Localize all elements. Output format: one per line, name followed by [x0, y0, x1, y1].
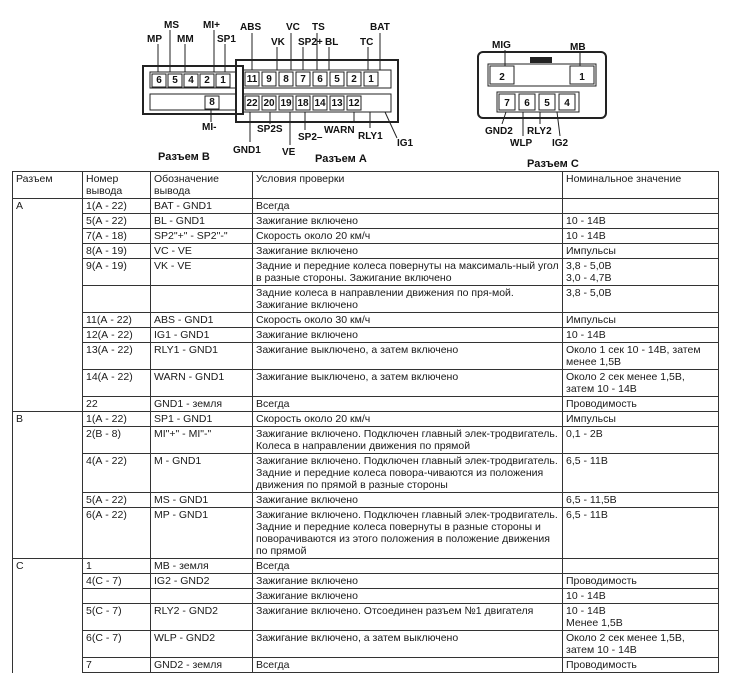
b-pin-number: 6 — [156, 75, 162, 86]
condition-cell: Всегда — [253, 397, 563, 412]
table-row — [13, 214, 719, 229]
pin-number-cell: 1(А - 22) — [83, 199, 151, 214]
table-row — [13, 343, 719, 370]
a-pin-number: 5 — [334, 74, 340, 85]
connector-cell — [13, 214, 83, 229]
table-row — [13, 370, 719, 397]
pin-number-cell: 22 — [83, 397, 151, 412]
c-pin-number: 6 — [524, 98, 530, 109]
pin-number-cell: 8(А - 19) — [83, 244, 151, 259]
designation-cell: ABS - GND1 — [151, 313, 253, 328]
c-pin-number: 1 — [579, 72, 585, 83]
nominal-cell: Проводимость — [563, 658, 719, 673]
table-row — [13, 658, 719, 673]
c-pin-label-ig2: IG2 — [552, 138, 569, 149]
pin-number-cell: 6(А - 22) — [83, 508, 151, 559]
b-pin-label-mi-plus: MI+ — [203, 20, 220, 31]
condition-cell: Скорость около 30 км/ч — [253, 313, 563, 328]
a-pin-number: 12 — [348, 98, 360, 109]
pin-number-cell: 5(А - 22) — [83, 214, 151, 229]
connector-cell — [13, 589, 83, 604]
condition-cell: Зажигание включено — [253, 328, 563, 343]
table-row — [13, 574, 719, 589]
table-row — [13, 259, 719, 286]
header-pin-number: Номер вывода — [83, 172, 151, 199]
pin-number-cell — [83, 286, 151, 313]
b-pin-number: 2 — [204, 75, 210, 86]
pin-number-cell: 12(А - 22) — [83, 328, 151, 343]
pin-number-cell: 2(В - 8) — [83, 427, 151, 454]
connector-cell — [13, 370, 83, 397]
table-row — [13, 508, 719, 559]
condition-cell: Зажигание включено. Подключен главный элек-тродвигатель. Колеса в направлении движения по прямой — [253, 427, 563, 454]
condition-cell: Задние колеса в направлении движения по пря-мой. Зажигание включено — [253, 286, 563, 313]
designation-cell: RLY1 - GND1 — [151, 343, 253, 370]
a-pin-label-rly1: RLY1 — [358, 131, 383, 142]
table-row — [13, 397, 719, 412]
c-pin-number: 7 — [504, 98, 510, 109]
c-pin-label-mig: MIG — [492, 40, 511, 51]
designation-cell: MP - GND1 — [151, 508, 253, 559]
table-row — [13, 427, 719, 454]
a-pin-label-abs: ABS — [240, 22, 262, 33]
a-pin-number: 19 — [280, 98, 292, 109]
connector-cell — [13, 244, 83, 259]
nominal-cell: Около 2 сек менее 1,5В, затем 10 - 14В — [563, 631, 719, 658]
a-pin-number: 8 — [283, 74, 289, 85]
connector-b-caption: Разъем В — [158, 151, 210, 163]
a-pin-number: 13 — [331, 98, 343, 109]
nominal-cell: Импульсы — [563, 244, 719, 259]
b-pin-label-ms: MS — [164, 20, 179, 31]
nominal-cell: Импульсы — [563, 412, 719, 427]
nominal-cell: 10 - 14В Менее 1,5В — [563, 604, 719, 631]
designation-cell: SP2"+" - SP2"-" — [151, 229, 253, 244]
nominal-cell: 6,5 - 11В — [563, 454, 719, 493]
nominal-cell: Около 1 сек 10 - 14В, затем менее 1,5В — [563, 343, 719, 370]
nominal-cell: 10 - 14В — [563, 214, 719, 229]
connector-cell — [13, 328, 83, 343]
b-pin-label-mm: MM — [177, 34, 194, 45]
a-pin-label-vk: VK — [271, 37, 285, 48]
connector-cell — [13, 631, 83, 658]
header-designation: Обозначение вывода — [151, 172, 253, 199]
a-pin-label-tc: TC — [360, 37, 374, 48]
condition-cell: Всегда — [253, 559, 563, 574]
connector-cell — [13, 286, 83, 313]
table-row — [13, 199, 719, 214]
designation-cell: MI"+" - MI"-" — [151, 427, 253, 454]
connector-cell — [13, 313, 83, 328]
condition-cell: Всегда — [253, 658, 563, 673]
b-pin-number: 5 — [172, 75, 178, 86]
connector-cell — [13, 604, 83, 631]
nominal-cell: Импульсы — [563, 313, 719, 328]
nominal-cell: 3,8 - 5,0В — [563, 286, 719, 313]
pin-number-cell — [83, 589, 151, 604]
condition-cell: Зажигание включено — [253, 574, 563, 589]
c-pin-label-rly2: RLY2 — [527, 126, 552, 137]
condition-cell: Зажигание выключено, а затем включено — [253, 343, 563, 370]
a-pin-label-bat: BAT — [370, 22, 390, 33]
designation-cell: BAT - GND1 — [151, 199, 253, 214]
table-row — [13, 286, 719, 313]
a-pin-number: 9 — [266, 74, 272, 85]
table-row — [13, 559, 719, 574]
table-row — [13, 454, 719, 493]
pin-number-cell: 1 — [83, 559, 151, 574]
header-nominal-value: Номинальное значение — [563, 172, 719, 199]
nominal-cell: 10 - 14В — [563, 589, 719, 604]
condition-cell: Зажигание включено — [253, 214, 563, 229]
designation-cell: RLY2 - GND2 — [151, 604, 253, 631]
connector-diagram — [0, 0, 730, 170]
connector-cell — [13, 343, 83, 370]
c-pin-label-mb: MB — [570, 42, 586, 53]
header-connector: Разъем — [13, 172, 83, 199]
nominal-cell — [563, 199, 719, 214]
connector-cell: А — [13, 199, 83, 214]
nominal-cell: Проводимость — [563, 397, 719, 412]
pin-number-cell: 11(А - 22) — [83, 313, 151, 328]
condition-cell: Зажигание включено. Отсоединен разъем №1 двигателя — [253, 604, 563, 631]
nominal-cell: Около 2 сек менее 1,5В, затем 10 - 14В — [563, 370, 719, 397]
a-pin-label-bl: BL — [325, 37, 339, 48]
connector-cell — [13, 454, 83, 493]
header-check-conditions: Условия проверки — [253, 172, 563, 199]
pin-number-cell: 7 — [83, 658, 151, 673]
a-pin-label-sp2s: SP2S — [257, 124, 283, 135]
a-pin-number: 7 — [300, 74, 306, 85]
designation-cell: IG1 - GND1 — [151, 328, 253, 343]
condition-cell: Зажигание включено, а затем выключено — [253, 631, 563, 658]
a-pin-number: 22 — [246, 98, 258, 109]
condition-cell: Скорость около 20 км/ч — [253, 229, 563, 244]
connector-cell — [13, 229, 83, 244]
table-row — [13, 313, 719, 328]
condition-cell: Зажигание включено. Подключен главный элек-тродвигатель. Задние и передние колеса повора-чиваются из положения движения по прямой в разные стороны — [253, 454, 563, 493]
connector-b — [143, 20, 243, 163]
designation-cell: GND1 - земля — [151, 397, 253, 412]
nominal-cell: 10 - 14В — [563, 229, 719, 244]
a-pin-label-sp2-minus: SP2– — [298, 132, 323, 143]
b-pin-label-mp: MP — [147, 34, 162, 45]
pin-number-cell: 14(А - 22) — [83, 370, 151, 397]
condition-cell: Зажигание включено — [253, 589, 563, 604]
table-row — [13, 328, 719, 343]
pin-number-cell: 4(С - 7) — [83, 574, 151, 589]
designation-cell: VK - VE — [151, 259, 253, 286]
table-row — [13, 229, 719, 244]
condition-cell: Всегда — [253, 199, 563, 214]
a-pin-number: 14 — [314, 98, 326, 109]
c-pin-label-wlp: WLP — [510, 138, 533, 149]
connector-cell — [13, 427, 83, 454]
c-pin-number: 4 — [564, 98, 570, 109]
designation-cell: MB - земля — [151, 559, 253, 574]
designation-cell: VC - VE — [151, 244, 253, 259]
table-row — [13, 493, 719, 508]
b-pin-label-mi-minus: MI- — [202, 122, 217, 133]
designation-cell: SP1 - GND1 — [151, 412, 253, 427]
a-pin-number: 6 — [317, 74, 323, 85]
a-pin-number: 18 — [297, 98, 309, 109]
pin-number-cell: 1(А - 22) — [83, 412, 151, 427]
nominal-cell: 6,5 - 11,5В — [563, 493, 719, 508]
designation-cell — [151, 589, 253, 604]
b-pin-number: 4 — [188, 75, 194, 86]
c-pin-label-gnd2: GND2 — [485, 126, 513, 137]
designation-cell: WARN - GND1 — [151, 370, 253, 397]
nominal-cell — [563, 559, 719, 574]
b-pin-number: 8 — [209, 97, 215, 108]
condition-cell: Скорость около 20 км/ч — [253, 412, 563, 427]
connector-a-caption: Разъем А — [315, 153, 367, 165]
connector-cell — [13, 397, 83, 412]
designation-cell: WLP - GND2 — [151, 631, 253, 658]
c-pin-number: 2 — [499, 72, 505, 83]
pin-number-cell: 5(А - 22) — [83, 493, 151, 508]
connector-cell — [13, 658, 83, 673]
table-row — [13, 412, 719, 427]
a-pin-label-gnd1: GND1 — [233, 145, 261, 156]
condition-cell: Зажигание включено — [253, 244, 563, 259]
table-header-row — [13, 172, 719, 199]
condition-cell: Зажигание включено. Подключен главный элек-тродвигатель. Задние и передние колеса повернуты в разные стороны и поворачиваются из этого положения в положение движения по прямой — [253, 508, 563, 559]
nominal-cell: 6,5 - 11В — [563, 508, 719, 559]
connector-cell: С — [13, 559, 83, 574]
designation-cell: IG2 - GND2 — [151, 574, 253, 589]
pin-check-table — [12, 171, 719, 673]
pin-number-cell: 5(С - 7) — [83, 604, 151, 631]
table-row — [13, 604, 719, 631]
pin-number-cell: 6(С - 7) — [83, 631, 151, 658]
b-pin-label-sp1: SP1 — [217, 34, 236, 45]
nominal-cell: 0,1 - 2В — [563, 427, 719, 454]
connector-a — [233, 22, 414, 165]
a-pin-label-sp2-plus: SP2+ — [298, 37, 323, 48]
condition-cell: Задние и передние колеса повернуты на максималь-ный угол в разные стороны. Зажигание включено — [253, 259, 563, 286]
a-pin-number: 1 — [368, 74, 374, 85]
connector-cell — [13, 493, 83, 508]
connector-cell — [13, 508, 83, 559]
connector-c-caption: Разъем С — [527, 158, 579, 170]
a-pin-number: 11 — [246, 74, 258, 85]
designation-cell: BL - GND1 — [151, 214, 253, 229]
table-row — [13, 244, 719, 259]
condition-cell: Зажигание включено — [253, 493, 563, 508]
table-row — [13, 631, 719, 658]
pin-number-cell: 4(А - 22) — [83, 454, 151, 493]
connector-cell: В — [13, 412, 83, 427]
designation-cell: MS - GND1 — [151, 493, 253, 508]
table-row — [13, 589, 719, 604]
a-pin-number: 20 — [263, 98, 275, 109]
table-body — [13, 199, 719, 673]
b-pin-number: 1 — [220, 75, 226, 86]
designation-cell: M - GND1 — [151, 454, 253, 493]
pin-number-cell: 13(А - 22) — [83, 343, 151, 370]
connector-cell — [13, 259, 83, 286]
c-pin-number: 5 — [544, 98, 550, 109]
nominal-cell: Проводимость — [563, 574, 719, 589]
a-pin-label-ts: TS — [312, 22, 325, 33]
a-pin-label-vc: VC — [286, 22, 300, 33]
a-pin-label-ve: VE — [282, 147, 296, 158]
pin-number-cell: 7(А - 18) — [83, 229, 151, 244]
designation-cell: GND2 - земля — [151, 658, 253, 673]
connector-cell — [13, 574, 83, 589]
a-pin-number: 2 — [351, 74, 357, 85]
a-pin-label-ig1: IG1 — [397, 138, 414, 149]
designation-cell — [151, 286, 253, 313]
nominal-cell: 10 - 14В — [563, 328, 719, 343]
condition-cell: Зажигание выключено, а затем включено — [253, 370, 563, 397]
a-pin-label-warn: WARN — [324, 125, 355, 136]
connector-c — [478, 40, 606, 170]
pin-number-cell: 9(А - 19) — [83, 259, 151, 286]
nominal-cell: 3,8 - 5,0В 3,0 - 4,7В — [563, 259, 719, 286]
